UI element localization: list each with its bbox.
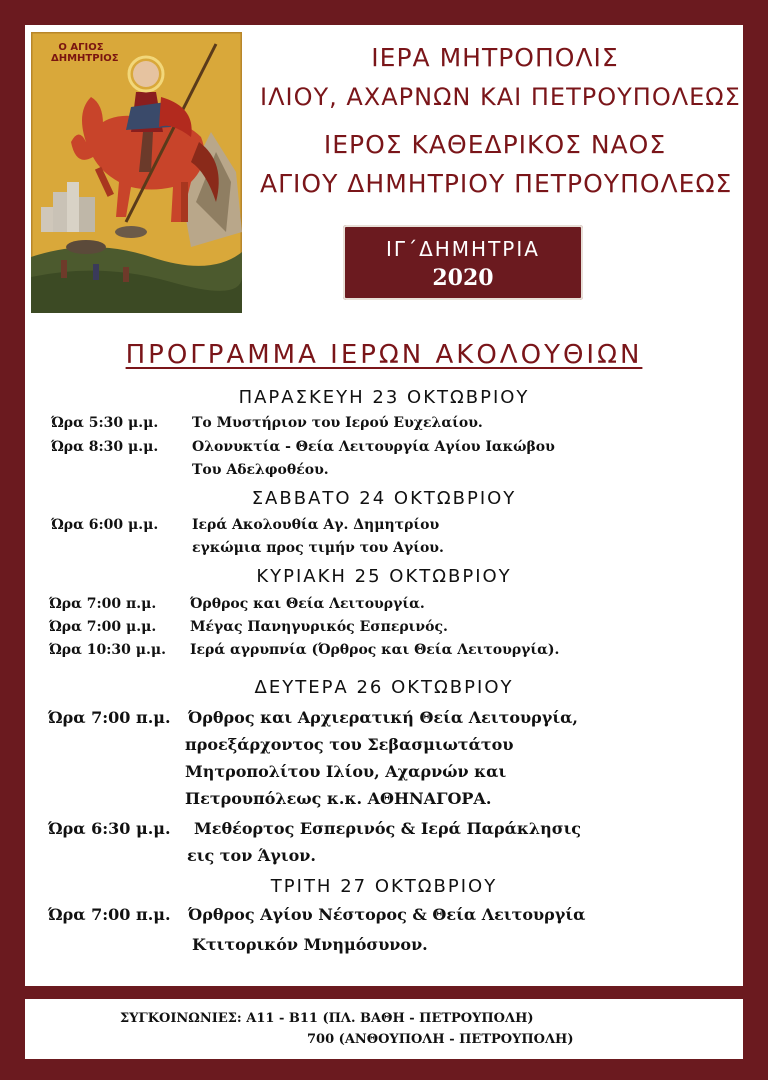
service-text: Το Μυστήριον του Ιερού Ευχελαίου.: [192, 415, 483, 431]
day-heading-friday: ΠΑΡΑΣΚΕΥΗ 23 ΟΚΤΩΒΡΙΟΥ: [238, 387, 530, 408]
service-time: Ώρα 5:30 μ.μ.: [51, 415, 159, 431]
day-heading-saturday: ΣΑΒΒΑΤΟ 24 ΟΚΤΩΒΡΙΟΥ: [251, 488, 517, 509]
service-time: Ώρα 6:00 μ.μ.: [51, 517, 159, 533]
service-text: Μεθέορτος Εσπερινός & Ιερά Παράκλησις: [194, 819, 582, 838]
metropolis-title: ΙΕΡΑ ΜΗΤΡΟΠΟΛΙΣ: [371, 43, 619, 72]
service-text-continued: Κτιτορικόν Μνημόσυνον.: [192, 935, 428, 954]
cathedral-title: ΙΕΡΟΣ ΚΑΘΕΔΡΙΚΟΣ ΝΑΟΣ: [323, 130, 667, 159]
service-text: Όρθρος και Θεία Λειτουργία.: [190, 596, 425, 612]
day-heading-monday: ΔΕΥΤΕΡΑ 26 ΟΚΤΩΒΡΙΟΥ: [254, 677, 514, 698]
festival-title-box: [343, 225, 583, 300]
service-time: Ώρα 8:30 μ.μ.: [51, 439, 159, 455]
icon-painting: [31, 32, 242, 313]
festival-name: ΙΓ΄ΔΗΜΗΤΡΙΑ: [386, 237, 540, 261]
service-text: Όρθρος Αγίου Νέστορος & Θεία Λειτουργία: [188, 905, 586, 924]
service-text: Ολονυκτία - Θεία Λειτουργία Αγίου Ιακώβου: [192, 439, 555, 455]
service-text-continued: εις τον Άγιον.: [187, 846, 316, 865]
transport-line-1: ΣΥΓΚΟΙΝΩΝΙΕΣ: Α11 - Β11 (ΠΛ. ΒΑΘΗ - ΠΕΤΡΟΥΠΟΛΗ): [120, 1011, 534, 1026]
service-text: Όρθρος και Αρχιερατική Θεία Λειτουργία,: [188, 708, 578, 727]
metropolis-name: ΙΛΙΟΥ, ΑΧΑΡΝΩΝ ΚΑΙ ΠΕΤΡΟΥΠΟΛΕΩΣ: [260, 83, 741, 111]
service-time: Ώρα 6:30 μ.μ.: [48, 819, 171, 838]
icon-caption: Ο ΑΓΙΟΣ ΔΗΜΗΤΡΙΟΣ: [51, 42, 119, 64]
service-text-continued: προεξάρχοντος του Σεβασμιωτάτου: [185, 735, 514, 754]
cathedral-name: ΑΓΙΟΥ ΔΗΜΗΤΡΙΟΥ ΠΕΤΡΟΥΠΟΛΕΩΣ: [260, 169, 733, 198]
main-panel: [25, 25, 743, 986]
day-heading-tuesday: ΤΡΙΤΗ 27 ΟΚΤΩΒΡΙΟΥ: [270, 876, 498, 897]
service-time: Ώρα 7:00 π.μ.: [49, 596, 157, 612]
festival-year: 2020: [432, 265, 494, 291]
service-text-continued: Μητροπολίτου Ιλίου, Αχαρνών και: [185, 762, 507, 781]
service-time: Ώρα 7:00 π.μ.: [48, 905, 171, 924]
day-heading-sunday: ΚΥΡΙΑΚΗ 25 ΟΚΤΩΒΡΙΟΥ: [256, 566, 512, 587]
program-heading: ΠΡΟΓΡΑΜΜΑ ΙΕΡΩΝ ΑΚΟΛΟΥΘΙΩΝ: [125, 340, 643, 370]
transport-line-2: 700 (ΑΝΘΟΥΠΟΛΗ - ΠΕΤΡΟΥΠΟΛΗ): [307, 1032, 574, 1047]
transport-box: [25, 999, 743, 1059]
service-text: Μέγας Πανηγυρικός Εσπερινός.: [190, 619, 448, 635]
service-text: Ιερά Ακολουθία Αγ. Δημητρίου: [192, 517, 440, 533]
service-time: Ώρα 10:30 μ.μ.: [49, 642, 166, 658]
service-text-continued: Του Αδελφοθέου.: [192, 462, 329, 478]
saint-demetrios-icon: [31, 32, 242, 313]
service-time: Ώρα 7:00 μ.μ.: [49, 619, 157, 635]
service-time: Ώρα 7:00 π.μ.: [48, 708, 171, 727]
service-text-continued: Πετρουπόλεως κ.κ. ΑΘΗΝΑΓΟΡΑ.: [185, 789, 492, 808]
service-text-continued: εγκώμια προς τιμήν του Αγίου.: [192, 540, 444, 556]
service-text: Ιερά αγρυπνία (Όρθρος και Θεία Λειτουργία).: [190, 642, 560, 658]
